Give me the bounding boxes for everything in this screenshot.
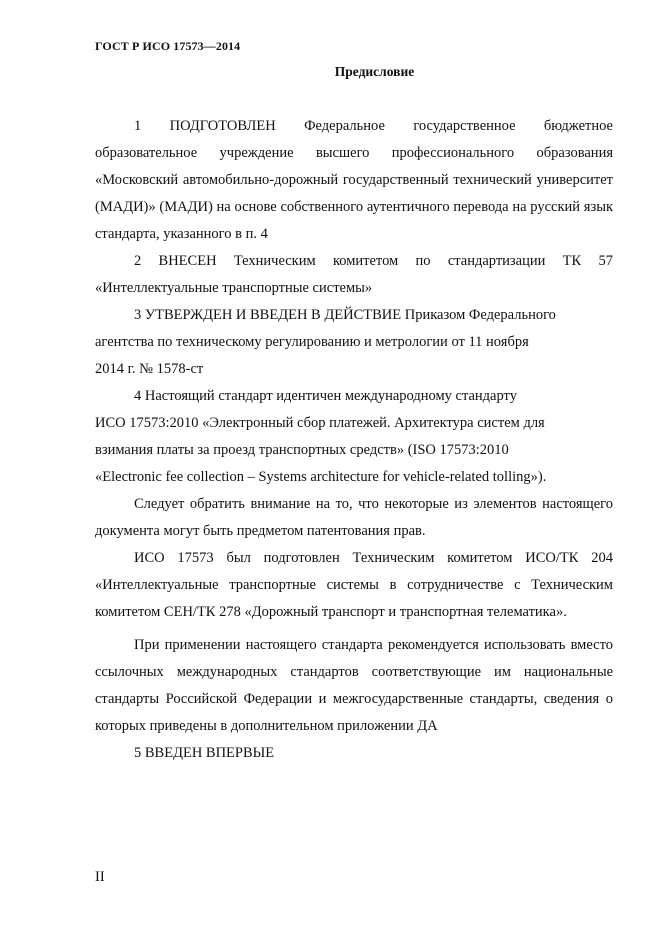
paragraph-prepared-by: 1 ПОДГОТОВЛЕН Федеральное государственное бюджетное образовательное учреждение высшего профессионального образования «Московский автомобильно-дорожный государственный технический университет (МАДИ)» (МАДИ) на основе собственного аутентичного перевода на русский язык стандарта, указанного в п. 4 — [95, 118, 613, 242]
paragraph-approved-line: агентства по техническому регулированию и метрологии от 11 ноября — [95, 334, 529, 350]
paragraph-patent-notice: Следует обратить внимание на то, что некоторые из элементов настоящего документа могут быть предметом патентования прав. — [95, 496, 613, 539]
paragraph-approved-line: 3 УТВЕРЖДЕН И ВВЕДЕН В ДЕЙСТВИЕ Приказом Федерального — [134, 307, 556, 323]
page-number: II — [95, 869, 105, 885]
paragraph-national-standards: При применении настоящего стандарта рекомендуется использовать вместо ссылочных международных стандартов соответствующие им национальные стандарты Российской Федерации и межгосударственные стандарты, сведения о которых приведены в дополнительном приложении ДА — [95, 637, 613, 734]
paragraph-identical-line: ИСО 17573:2010 «Электронный сбор платежей. Архитектура систем для — [95, 415, 545, 431]
paragraph-first-introduced: 5 ВВЕДЕН ВПЕРВЫЕ — [134, 745, 275, 761]
paragraph-identical-line: взимания платы за проезд транспортных средств» (ISO 17573:2010 — [95, 442, 509, 458]
paragraph-approved — [95, 302, 613, 383]
paragraph-identical-standard — [95, 383, 613, 491]
paragraph-identical-line: 4 Настоящий стандарт идентичен международному стандарту — [134, 388, 517, 404]
paragraph-committee: ИСО 17573 был подготовлен Техническим комитетом ИСО/ТК 204 «Интеллектуальные транспортные системы в сотрудничестве с Техническим комитетом СЕН/ТК 278 «Дорожный транспорт и транспортная телематика». — [95, 550, 613, 620]
page-title: Предисловие — [334, 64, 415, 79]
paragraph-introduced-by: 2 ВНЕСЕН Техническим комитетом по стандартизации ТК 57 «Интеллектуальные транспортные системы» — [95, 253, 613, 296]
paragraph-approved-line: 2014 г. № 1578-ст — [95, 361, 204, 377]
foreword-body — [95, 113, 613, 767]
standard-code-header: ГОСТ Р ИСО 17573—2014 — [95, 39, 241, 53]
paragraph-identical-line: «Electronic fee collection – Systems architecture for vehicle-related tolling»). — [95, 469, 547, 485]
